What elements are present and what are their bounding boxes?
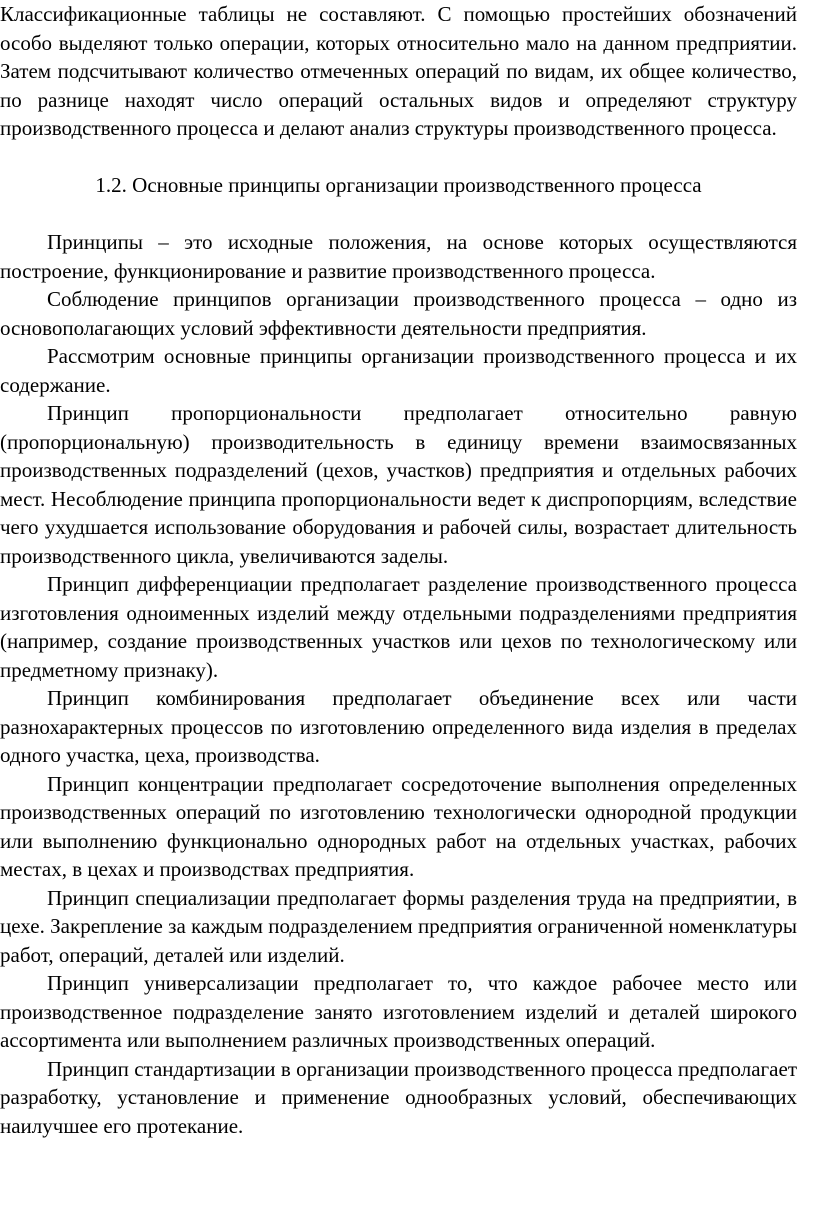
paragraph-concentration: Принцип концентрации предполагает сосредоточение выполнения определенных производственных операций по изготовлению технологически однородной продукции или выполнению функционально однородных работ на отдельных участках, рабочих местах, в цехах и производствах предприятия.	[0, 771, 797, 881]
paragraph-principles-intro: Рассмотрим основные принципы организации производственного процесса и их содержание.	[0, 344, 797, 397]
paragraph-principles-importance: Соблюдение принципов организации производственного процесса – одно из основополагающих условий эффективности деятельности предприятия.	[0, 287, 797, 340]
paragraph-standardization: Принцип стандартизации в организации производственного процесса предполагает разработку, установление и применение однообразных условий, обеспечивающих наилучшее его протекание.	[0, 1056, 797, 1138]
paragraph-differentiation: Принцип дифференциации предполагает разделение производственного процесса изготовления одноименных изделий между отдельными подразделениями предприятия (например, создание производственных участков или цехов по технологическому или предметному признаку).	[0, 572, 797, 682]
section-heading: 1.2. Основные принципы организации производственного процесса	[95, 173, 702, 197]
paragraph-combination: Принцип комбинирования предполагает объединение всех или части разнохарактерных процессов по изготовлению определенного вида изделия в пределах одного участка, цеха, производства.	[0, 686, 797, 767]
paragraph-specialization: Принцип специализации предполагает формы разделения труда на предприятии, в цехе. Закрепление за каждым подразделением предприятия ограниченной номенклатуры работ, операций, деталей или изделий.	[0, 885, 797, 967]
spacer	[0, 143, 797, 172]
paragraph-proportionality: Принцип пропорциональности предполагает относительно равную (пропорциональную) производительность в единицу времени взаимосвязанных производственных подразделений (цехов, участков) предприятия и отдельных рабочих мест. Несоблюдение принципа пропорциональности ведет к диспропорциям, вследствие чего ухудшается использование оборудования и рабочей силы, возрастает длительность производственного цикла, увеличиваются заделы.	[0, 401, 797, 568]
paragraph-universalization: Принцип универсализации предполагает то, что каждое рабочее место или производственное подразделение занято изготовлением изделий и деталей широкого ассортимента или выполнением различных производственных операций.	[0, 971, 797, 1052]
spacer	[0, 200, 797, 229]
paragraph-principles-definition: Принципы – это исходные положения, на основе которых осуществляются построение, функционирование и развитие производственного процесса.	[0, 230, 797, 283]
intro-paragraph: Классификационные таблицы не составляют. С помощью простейших обозначений особо выделяют только операции, которых относительно мало на данном предприятии. Затем подсчитывают количество отмеченных операций по видам, их общее количество, по разнице находят число операций остальных видов и определяют структуру производственного процесса и делают анализ структуры производственного процесса.	[0, 2, 797, 140]
